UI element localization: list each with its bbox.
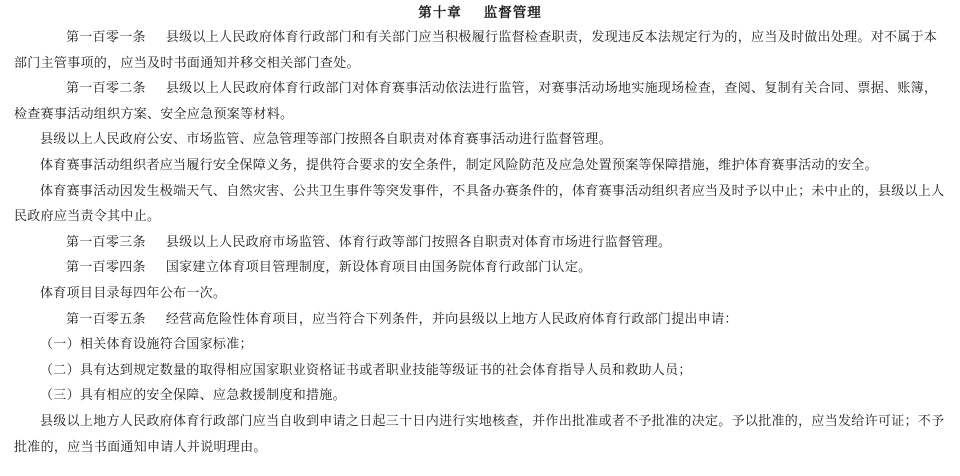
paragraph-text: 县级以上人民政府体育行政部门对体育赛事活动依法进行监管，对赛事活动场地实施现场检查，查阅、复制有关合同、票据、账簿，检查赛事活动组织方案、安全应急预案等材料。 (14, 81, 938, 122)
paragraph-article-104 (14, 255, 946, 281)
paragraph-text: 体育项目目录每四年公布一次。 (40, 285, 227, 301)
paragraph-text: 县级以上人民政府公安、市场监管、应急管理等部门按照各自职责对体育赛事活动进行监督管理。 (40, 132, 612, 148)
article-number: 第一百零四条 (66, 260, 146, 276)
list-item (14, 332, 946, 358)
article-number: 第一百零三条 (66, 234, 146, 250)
paragraph (14, 127, 946, 153)
paragraph-text: 县级以上人民政府体育行政部门和有关部门应当积极履行监督检查职责，发现违反本法规定行为的，应当及时做出处理。对不属于本部门主管事项的，应当及时书面通知并移交相关部门查处。 (14, 30, 938, 71)
article-number: 第一百零一条 (66, 30, 146, 45)
paragraph-text: 体育赛事活动组织者应当履行安全保障义务，提供符合要求的安全条件，制定风险防范及应急处置预案等保障措施，维护体育赛事活动的安全。 (40, 157, 878, 173)
paragraph-article-101 (14, 25, 946, 76)
paragraph-text: 经营高危险性体育项目，应当符合下列条件，并向县级以上地方人民政府体育行政部门提出申请： (165, 311, 738, 327)
article-number: 第一百零五条 (66, 311, 146, 327)
list-item (14, 383, 946, 409)
paragraph-text: 体育赛事活动因发生极端天气、自然灾害、公共卫生事件等突发事件，不具备办赛条件的，体育赛事活动组织者应当及时予以中止；未中止的，县级以上人民政府应当责令其中止。 (14, 183, 945, 225)
chapter-heading (14, 3, 946, 25)
list-item-text: （一）相关体育设施符合国家标准； (40, 337, 253, 353)
paragraph-article-102 (14, 76, 946, 127)
paragraph (14, 153, 946, 179)
paragraph (14, 179, 946, 230)
article-number: 第一百零二条 (66, 81, 146, 97)
paragraph (14, 409, 946, 460)
paragraph-text: 国家建立体育项目管理制度，新设体育项目由国务院体育行政部门认定。 (165, 260, 592, 276)
list-item-text: （三）具有相应的安全保障、应急救援制度和措施。 (40, 388, 346, 404)
chapter-number: 第十章 (418, 5, 462, 21)
list-item-text: （二）具有达到规定数量的取得相应国家职业资格证书或者职业技能等级证书的社会体育指导人员和救助人员； (40, 362, 692, 378)
paragraph-article-105 (14, 307, 946, 333)
chapter-title: 监督管理 (483, 5, 542, 21)
paragraph (14, 281, 946, 307)
list-item (14, 358, 946, 384)
paragraph-text: 县级以上地方人民政府体育行政部门应当自收到申请之日起三十日内进行实地核查，并作出批准或者不予批准的决定。予以批准的，应当发给许可证；不予批准的，应当书面通知申请人并说明理由。 (14, 413, 945, 455)
paragraph-text: 县级以上人民政府市场监管、体育行政等部门按照各自职责对体育市场进行监督管理。 (165, 234, 672, 250)
paragraph-article-103 (14, 230, 946, 256)
